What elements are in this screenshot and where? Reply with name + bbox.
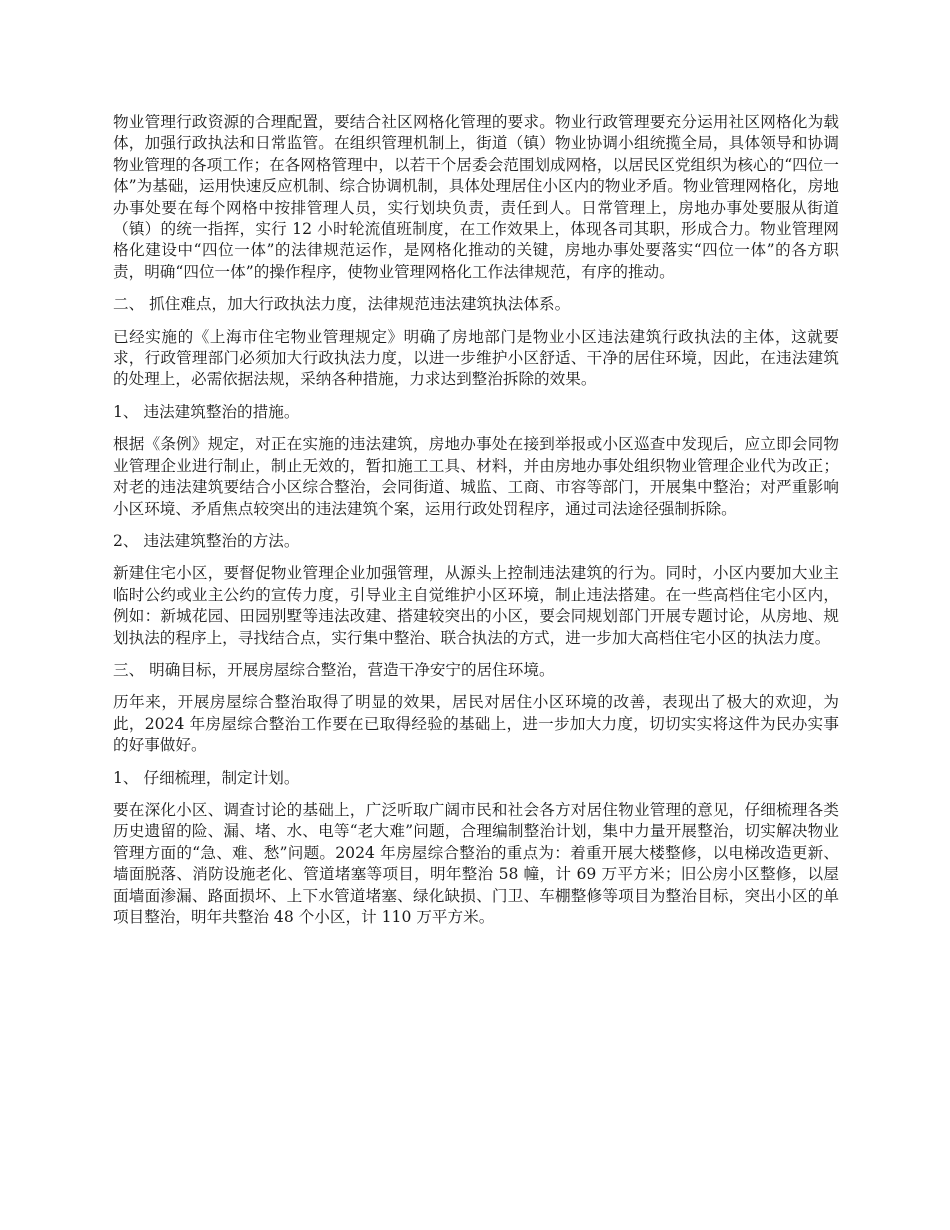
paragraph-renovation-results: 历年来，开展房屋综合整治取得了明显的效果，居民对居住小区环境的改善，表现出了极大的欢迎，为此，2024 年房屋综合整治工作要在已取得经验的基础上，进一步加大力度，切切实实将这件为民办实事的好事做好。 <box>113 693 839 755</box>
paragraph-enforcement-subject: 已经实施的《上海市住宅物业管理规定》明确了房地部门是物业小区违法建筑行政执法的主体，这就要求，行政管理部门必须加大行政执法力度，以进一步维护小区舒适、干净的居住环境，因此，在违法建筑的处理上，必需依据法规，采纳各种措施，力求达到整治拆除的效果。 <box>113 327 839 389</box>
section-heading-2: 二、 抓住难点，加大行政执法力度，法律规范违法建筑执法体系。 <box>113 295 571 314</box>
paragraph-measures: 根据《条例》规定，对正在实施的违法建筑，房地办事处在接到举报或小区巡查中发现后，应立即会同物业管理企业进行制止，制止无效的，暂扣施工工具、材料，并由房地办事处组织物业管理企业代为改正；对老的违法建筑要结合小区综合整治，会同街道、城监、工商、市容等部门，开展集中整治；对严重影响小区环境、矛盾焦点较突出的违法建筑个案，运用行政处罚程序，通过司法途径强制拆除。 <box>113 435 839 518</box>
paragraph-grid-management: 物业管理行政资源的合理配置，要结合社区网格化管理的要求。物业行政管理要充分运用社区网格化为载体，加强行政执法和日常监管。在组织管理机制上，街道（镇）物业协调小组统揽全局，具体领导和协调物业管理的各项工作；在各网格管理中，以若干个居委会范围划成网格，以居民区党组织为核心的“四位一体”为基础，运用快速反应机制、综合协调机制，具体处理居住小区内的物业矛盾。物业管理网格化，房地办事处要在每个网格中按排管理人员，实行划块负责，责任到人。日常管理上，房地办事处要服从街道（镇）的统一指挥，实行 12 小时轮流值班制度，在工作效果上，体现各司其职，形成合力。物业管理网格化建设中“四位一体”的法律规范运作，是网格化推动的关键，房地办事处要落实“四位一体”的各方职责，明确“四位一体”的操作程序，使物业管理网格化工作法律规范，有序的推动。 <box>113 113 839 281</box>
subheading-methods: 2、 违法建筑整治的方法。 <box>113 531 300 550</box>
paragraph-plan: 要在深化小区、调查讨论的基础上，广泛听取广阔市民和社会各方对居住物业管理的意见，仔细梳理各类历史遗留的险、漏、堵、水、电等“老大难”问题，合理编制整治计划，集中力量开展整治，切实解决物业管理方面的“急、难、愁”问题。2024 年房屋综合整治的重点为：着重开展大楼整修，以电梯改造更新、墙面脱落、消防设施老化、管道堵塞等项目，明年整治 58 幢，计 69 万平方米；旧公房小区整修，以屋面墙面渗漏、路面损坏、上下水管道堵塞、绿化缺损、门卫、车棚整修等项目为整治目标，突出小区的单项目整治，明年共整治 48 个小区，计 110 万平方米。 <box>113 800 839 926</box>
subheading-measures: 1、 违法建筑整治的措施。 <box>113 402 300 421</box>
section-heading-3: 三、 明确目标，开展房屋综合整治，营造干净安宁的居住环境。 <box>113 660 555 679</box>
subheading-plan: 1、 仔细梳理，制定计划。 <box>113 768 300 787</box>
paragraph-methods: 新建住宅小区，要督促物业管理企业加强管理，从源头上控制违法建筑的行为。同时，小区内要加大业主临时公约或业主公约的宣传力度，引导业主自觉维护小区环境，制止违法搭建。在一些高档住宅小区内，例如：新城花园、田园别墅等违法改建、搭建较突出的小区，要会同规划部门开展专题讨论，从房地、规划执法的程序上，寻找结合点，实行集中整治、联合执法的方式，进一步加大高档住宅小区的执法力度。 <box>113 564 839 647</box>
document-body <box>113 112 839 939</box>
